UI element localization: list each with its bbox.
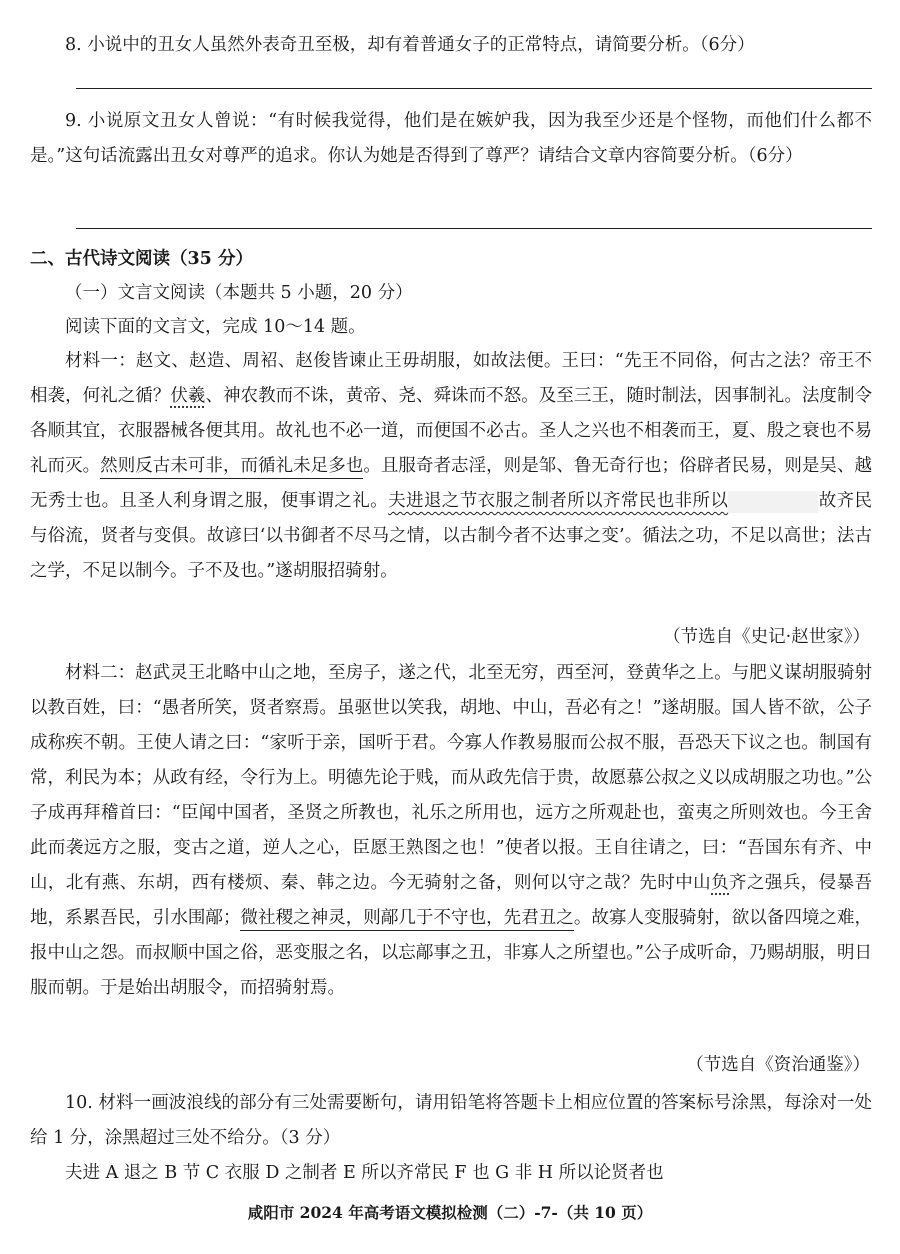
material-two-text: 。故寡人变服骑射，欲以备四境之难，报中山之怨。而叔顺中国之俗，恶变服之名，以忘鄗事之丑，非寡人之所望也。”公子成听命，乃赐胡服，明日服而朝。于是始出胡服令，而招骑射焉。	[30, 908, 873, 998]
answer-line	[76, 228, 872, 229]
wavy-underlined-passage: 夫进退之节衣服之制者所以齐常民也非所以	[388, 491, 729, 511]
page-footer: 咸阳市 2024 年高考语文模拟检测（二）-7-（共 10 页）	[247, 1203, 653, 1222]
material-one-text: 故齐民与俗流，贤者与变俱。故谚曰‘以书御者不尽马之情，以古制今者不达事之变’。循法之功，不足以高世；法古之学，不足以制今。子不及也。”遂胡服招骑射。	[30, 491, 873, 581]
section-heading: 二、古代诗文阅读（35 分）	[30, 249, 253, 269]
material-one-text: 材料一：赵文、赵造、周袑、赵俊皆谏止王毋胡服，如故法便。王曰：“先王不同俗，何古之法？帝王不相袭，何礼之循？	[30, 351, 872, 406]
material-two-text: 材料二：赵武灵王北略中山之地，至房子，遂之代，北至无穷，西至河，登黄华之上。与肥义谋胡服骑射以教百姓，曰：“愚者所笑，贤者察焉。虽驱世以笑我，胡地、中山，吾必有之！”遂胡服。国人皆不欲，公子成称疾不朝。王使人请之曰：“家听于亲，国听于君。今寡人作教易服而公叔不服，吾恐天下议之也。制国有常，利民为本；从政有经，令行为上。明德先论于贱，而从政先信于贵，故愿慕公叔之义以成胡服之功也。”公子成再拜稽首曰：“臣闻中国者，圣贤之所教也，礼乐之所用也，远方之所观赴也，蛮夷之所则效也。今王舍此而袭远方之服，变古之道，逆人之心，臣愿王熟图之也！”使者以报。王自往请之，曰：“吾国东有齐、中山，北有燕、东胡，西有楼烦、秦、韩之边。今无骑射之备，则何以守之哉？先时中山	[30, 663, 872, 893]
answer-line	[76, 88, 872, 89]
material-one	[30, 344, 872, 589]
material-one-text: 。且服奇者志淫，则是邹、鲁无奇行也；俗辟者民易，则是吴、越无秀士也。且圣人利身谓之服，便事谓之礼。	[30, 456, 873, 511]
dotted-word: 伏羲	[170, 386, 206, 406]
question-9: 9. 小说原文丑女人曾说：“有时候我觉得，他们是在嫉妒我，因为我至少还是个怪物，而他们什么都不是。”这句话流露出丑女对尊严的追求。你认为她是否得到了尊严？请结合文章内容简要分析。（6分）	[30, 111, 872, 166]
source-citation-2: （节选自《资治通鉴》）	[686, 1055, 870, 1075]
question-8: 8. 小说中的丑女人虽然外表奇丑至极，却有着普通女子的正常特点，请简要分析。（6分）	[65, 35, 755, 55]
question-10-options: 夫进 A 退之 B 节 C 衣服 D 之制者 E 所以齐常民 F 也 G 非 H 所以论贤者也	[65, 1163, 664, 1183]
question-10: 10. 材料一画波浪线的部分有三处需要断句，请用铅笔将答题卡上相应位置的答案标号涂黑，每涂对一处给 1 分，涂黑超过三处不给分。（3 分）	[30, 1093, 872, 1148]
dotted-word: 负	[711, 873, 730, 893]
material-two-text: 齐之强兵，侵暴吾地，系累吾民，引水围鄗；	[30, 873, 873, 928]
source-citation-1: （节选自《史记·赵世家》）	[663, 627, 870, 647]
underlined-sentence-1: 然则反古未可非，而循礼未足多也	[100, 456, 363, 479]
redacted-gap	[728, 491, 818, 513]
subsection-heading: （一）文言文阅读（本题共 5 小题，20 分）	[65, 283, 413, 303]
underlined-sentence-2: 微社稷之神灵，则鄗几于不守也，先君丑之	[240, 908, 573, 931]
material-one-text: 、神农教而不诛，黄帝、尧、舜诛而不怒。及至三王，随时制法，因事制礼。法度制令各顺其宜，衣服器械各便其用。故礼也不必一道，而便国不必古。圣人之兴也不相袭而王，夏、殷之衰也不易礼而灭。	[30, 386, 873, 476]
reading-instruction: 阅读下面的文言文，完成 10～14 题。	[65, 317, 366, 337]
material-two	[30, 656, 872, 1006]
